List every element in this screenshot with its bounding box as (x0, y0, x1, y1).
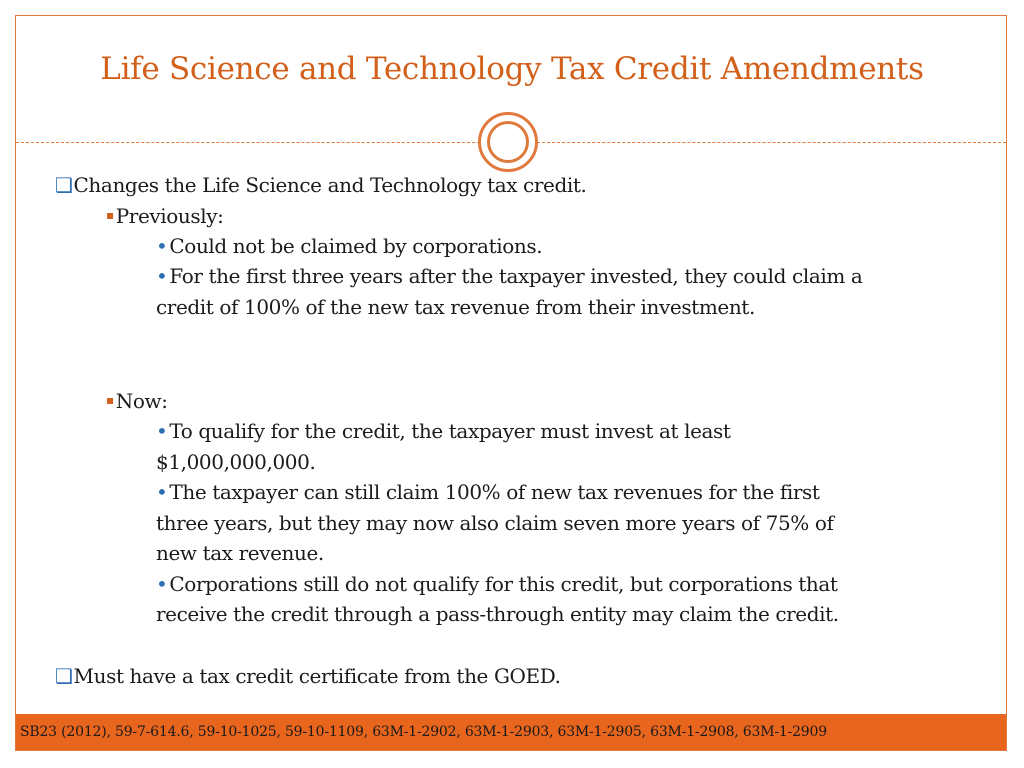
dot-bullet-icon: • (156, 419, 168, 443)
bullet-still-claim-cont2: new tax revenue. (156, 541, 324, 565)
footer-citation: SB23 (2012), 59-7-614.6, 59-10-1025, 59-10-1109, 63M-1-2902, 63M-1-2903, 63M-1-2905, 63M-1-2908, 63M-1-2909 (20, 724, 827, 740)
square-bullet-icon: ❑ (55, 173, 73, 197)
bullet-corporations: • Corporations still do not qualify for this credit, but corporations that (156, 572, 838, 596)
dot-bullet-icon: • (156, 480, 168, 504)
bullet-certificate: ❑Must have a tax credit certificate from the GOED. (55, 664, 561, 688)
bullet-still-claim: • The taxpayer can still claim 100% of new tax revenues for the first (156, 480, 820, 504)
bullet-qualify: • To qualify for the credit, the taxpayer must invest at least (156, 419, 731, 443)
dot-bullet-icon: • (156, 572, 168, 596)
bullet-qualify-cont: $1,000,000,000. (156, 450, 316, 474)
dot-bullet-icon: • (156, 264, 168, 288)
bullet-still-claim-cont1: three years, but they may now also claim seven more years of 75% of (156, 511, 834, 535)
decorative-ring-icon (478, 112, 538, 172)
bullet-changes: ❑Changes the Life Science and Technology tax credit. (55, 173, 587, 197)
small-square-bullet-icon: ▪ (106, 208, 114, 222)
bullet-previously: ▪ Previously: (106, 204, 224, 228)
bullet-corporations-cont: receive the credit through a pass-through entity may claim the credit. (156, 602, 839, 626)
small-square-bullet-icon: ▪ (106, 393, 114, 407)
bullet-now: ▪ Now: (106, 389, 168, 413)
square-bullet-icon: ❑ (55, 664, 73, 688)
bullet-first-three-years: • For the first three years after the taxpayer invested, they could claim a (156, 264, 863, 288)
dot-bullet-icon: • (156, 234, 168, 258)
bullet-not-corporations: • Could not be claimed by corporations. (156, 234, 543, 258)
bullet-first-three-years-cont: credit of 100% of the new tax revenue from their investment. (156, 295, 755, 319)
slide-title: Life Science and Technology Tax Credit Amendments (100, 51, 924, 87)
